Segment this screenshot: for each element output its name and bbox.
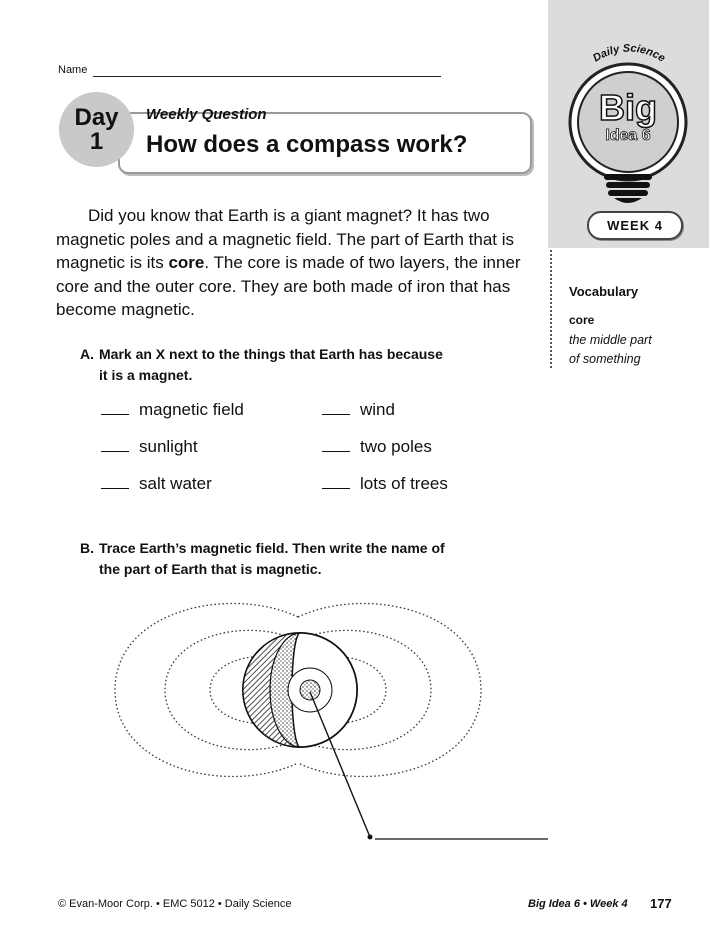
inner-core — [300, 680, 320, 700]
day-word: Day — [74, 104, 119, 131]
choice-salt-water[interactable] — [101, 474, 212, 494]
choice-wind[interactable] — [322, 400, 395, 420]
weekly-question-label: Weekly Question — [146, 106, 267, 123]
weekly-question-title: How does a compass work? — [146, 131, 468, 158]
answer-blank[interactable] — [101, 414, 129, 415]
footer-copyright: © Evan-Moor Corp. • EMC 5012 • Daily Science — [58, 898, 292, 910]
choice-label: lots of trees — [360, 474, 448, 493]
question-a-letter: A. — [80, 346, 94, 362]
question-b-line1: Trace Earth’s magnetic field. Then write the name of — [99, 540, 445, 556]
answer-blank[interactable] — [322, 451, 350, 452]
answer-blank[interactable] — [101, 451, 129, 452]
question-a — [80, 344, 520, 386]
vocabulary-definition — [569, 331, 689, 369]
question-b — [80, 538, 520, 580]
definition-line-1: the middle part — [569, 333, 652, 347]
intro-text-1: Did you know that Earth is a giant magnet? It has two magnetic poles and a magnetic field. The part of Earth that is magnetic is its — [56, 206, 515, 272]
vocabulary-word: core — [569, 313, 595, 327]
choice-sunlight[interactable] — [101, 437, 198, 457]
day-number: 1 — [89, 128, 104, 155]
footer-week-label: Big Idea 6 • Week 4 — [528, 898, 628, 910]
choice-label: two poles — [360, 437, 432, 456]
week-badge: WEEK 4 — [587, 211, 683, 240]
intro-bold-core: core — [168, 253, 205, 272]
big-idea-lightbulb-logo — [560, 40, 695, 210]
question-b-letter: B. — [80, 540, 94, 556]
dotted-divider — [550, 250, 552, 368]
question-a-line2: it is a magnet. — [99, 367, 193, 383]
logo-idea-text: Idea 6 — [605, 127, 651, 144]
question-b-line2: the part of Earth that is magnetic. — [99, 561, 322, 577]
day-badge — [59, 92, 134, 167]
choice-lots-of-trees[interactable] — [322, 474, 448, 494]
earth-magnetic-field-diagram — [110, 590, 560, 850]
bulb-base — [604, 174, 652, 203]
logo-arc-text: Daily Science — [590, 42, 668, 65]
pointer-dot — [368, 835, 373, 840]
definition-line-2: of something — [569, 352, 641, 366]
choice-label: salt water — [139, 474, 212, 493]
choice-label: sunlight — [139, 437, 198, 456]
intro-text-2: . The core is made of two layers, the inner core and the outer core. They are both made of iron that has become magnetic. — [56, 253, 521, 319]
choice-label: magnetic field — [139, 400, 244, 419]
page-number: 177 — [650, 896, 672, 911]
name-label: Name — [58, 64, 88, 76]
name-write-line[interactable] — [93, 76, 441, 77]
answer-blank[interactable] — [322, 488, 350, 489]
logo-big-text: Big — [599, 87, 657, 128]
vocabulary-title: Vocabulary — [569, 284, 639, 299]
answer-blank[interactable] — [322, 414, 350, 415]
choice-label: wind — [360, 400, 395, 419]
question-a-line1: Mark an X next to the things that Earth has because — [99, 346, 443, 362]
answer-blank[interactable] — [101, 488, 129, 489]
intro-paragraph — [56, 204, 526, 322]
choice-two-poles[interactable] — [322, 437, 432, 457]
choice-magnetic-field[interactable] — [101, 400, 244, 420]
